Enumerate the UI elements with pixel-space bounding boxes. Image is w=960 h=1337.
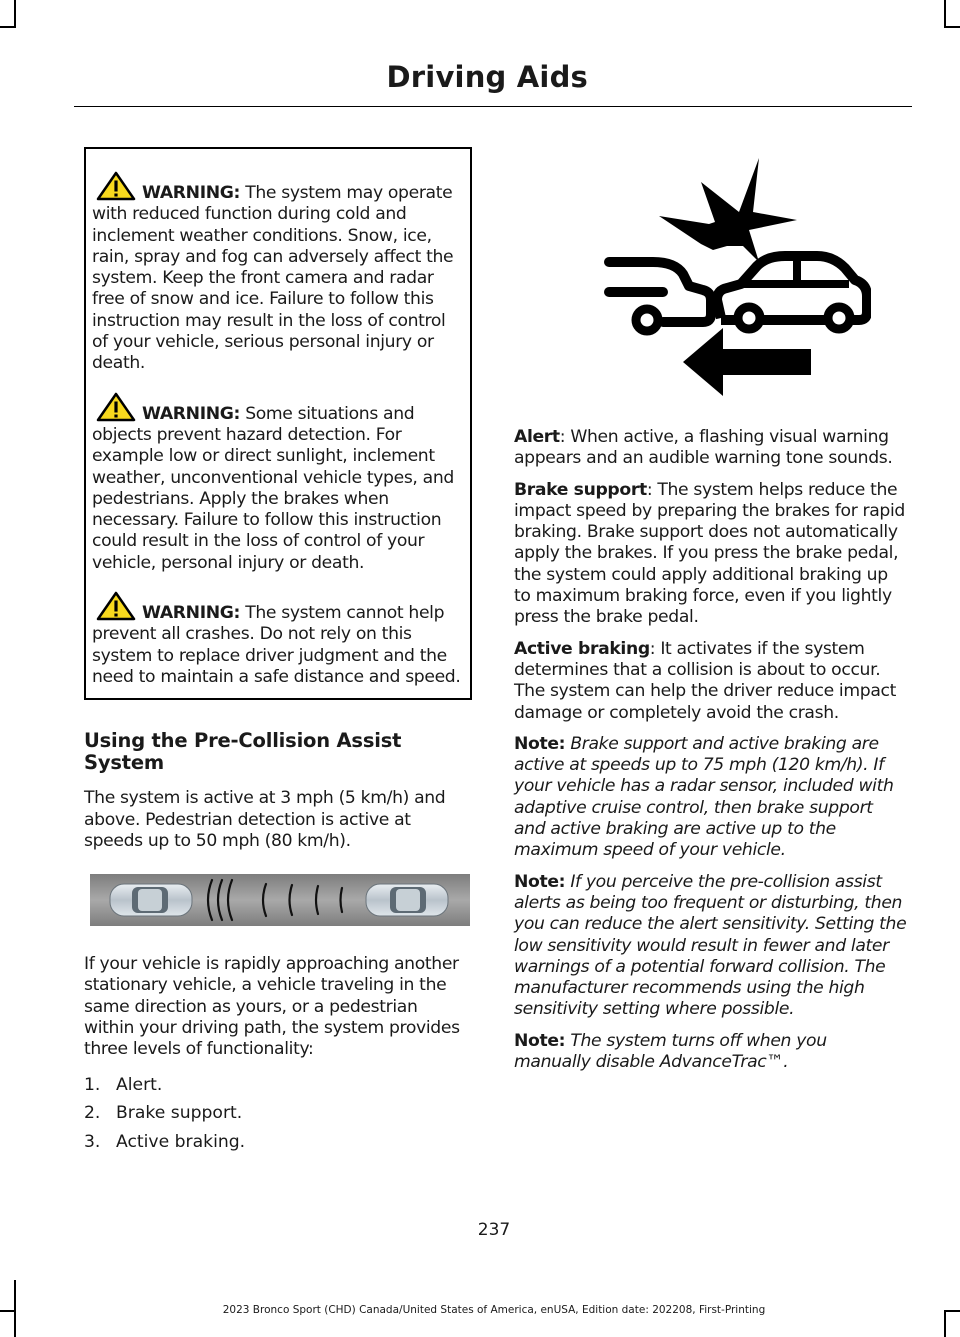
collision-warning-icon: [591, 150, 871, 400]
crop-mark: [944, 0, 946, 28]
note-paragraph: Note: The system turns off when you manually disable AdvanceTrac™.: [514, 1030, 827, 1073]
page-number: 237: [477, 1220, 511, 1240]
warning-paragraph: [92, 392, 464, 574]
brake-support-paragraph: Brake support: The system helps reduce the impact speed by preparing the brakes for rapid braking. Brake support does not automatically apply the brakes. If you press the brake pedal, the system could apply additional braking up to maximum braking force, even if you lightly press the brake pedal.: [514, 479, 905, 628]
page-title: Driving Aids: [386, 60, 588, 94]
warning-text: The system may operate with reduced function during cold and inclement weather conditions. Snow, ice, rain, spray and fog can adversely affect the system. Keep the front camera and radar free of snow and ice. Failure to follow this instruction may result in the loss of control of your vehicle, serious personal injury or death.: [92, 183, 454, 374]
header-rule: [74, 106, 912, 107]
warning-triangle-icon: [96, 591, 136, 621]
footer-edition: 2023 Bronco Sport (CHD) Canada/United States of America, enUSA, Edition date: 202208, First-Printing: [222, 1304, 766, 1316]
note-paragraph: Note: Brake support and active braking are active at speeds up to 75 mph (120 km/h). If your vehicle has a radar sensor, included with adaptive cruise control, then brake support and active braking are active up to the maximum speed of your vehicle.: [514, 733, 894, 861]
right-column: [514, 150, 908, 1083]
crop-mark: [0, 26, 16, 28]
body-paragraph: The system is active at 3 mph (5 km/h) and above. Pedestrian detection is active at speeds up to 50 mph (80 km/h).: [84, 788, 446, 851]
section-heading: Using the Pre-Collision Assist System: [84, 729, 402, 775]
warning-text: Some situations and objects prevent hazard detection. For example low or direct sunlight, inclement weather, unconventional vehicle types, and pedestrians. Apply the brakes when necessary. Failure to follow this instruction could result in the loss of control of your vehicle, personal injury or death.: [92, 403, 454, 573]
target-car-icon: [366, 884, 448, 916]
warning-triangle-icon: [96, 171, 136, 201]
warning-box: [84, 147, 472, 700]
list-item: 1. Alert.: [84, 1074, 163, 1095]
warning-label: WARNING:: [142, 403, 241, 424]
active-braking-paragraph: Active braking: It activates if the system determines that a collision is about to occur. The system can help the driver reduce impact damage or completely avoid the crash.: [514, 638, 896, 723]
note-paragraph: Note: If you perceive the pre-collision assist alerts as being too frequent or disturbing, then you can reduce the alert sensitivity. Setting the low sensitivity would result in fewer and later warnings of a potential forward collision. The manufacturer recommends using the high sensitivity setting where possible.: [514, 871, 907, 1020]
warning-paragraph: [92, 591, 464, 688]
warning-text: The system cannot help prevent all crashes. Do not rely on this system to replace driver judgment and the need to maintain a safe distance and speed.: [92, 603, 461, 687]
host-car-icon: [110, 884, 192, 916]
warning-paragraph: [92, 171, 464, 375]
list-item: 2. Brake support.: [84, 1103, 243, 1124]
warning-label: WARNING:: [142, 183, 241, 203]
alert-paragraph: Alert: When active, a flashing visual warning appears and an audible warning tone sounds.: [514, 427, 893, 469]
levels-list: [84, 1075, 472, 1154]
warning-triangle-icon: [96, 392, 136, 422]
radar-detection-illustration: [90, 874, 470, 926]
body-paragraph: If your vehicle is rapidly approaching another stationary vehicle, a vehicle traveling in the same direction as yours, or a pedestrian within your driving path, the system provides three levels of functionality:: [84, 954, 460, 1060]
crop-mark: [14, 0, 16, 28]
list-item: 3. Active braking.: [84, 1132, 246, 1153]
crop-mark: [944, 26, 960, 28]
left-column: [84, 147, 472, 1161]
warning-label: WARNING:: [142, 603, 241, 624]
